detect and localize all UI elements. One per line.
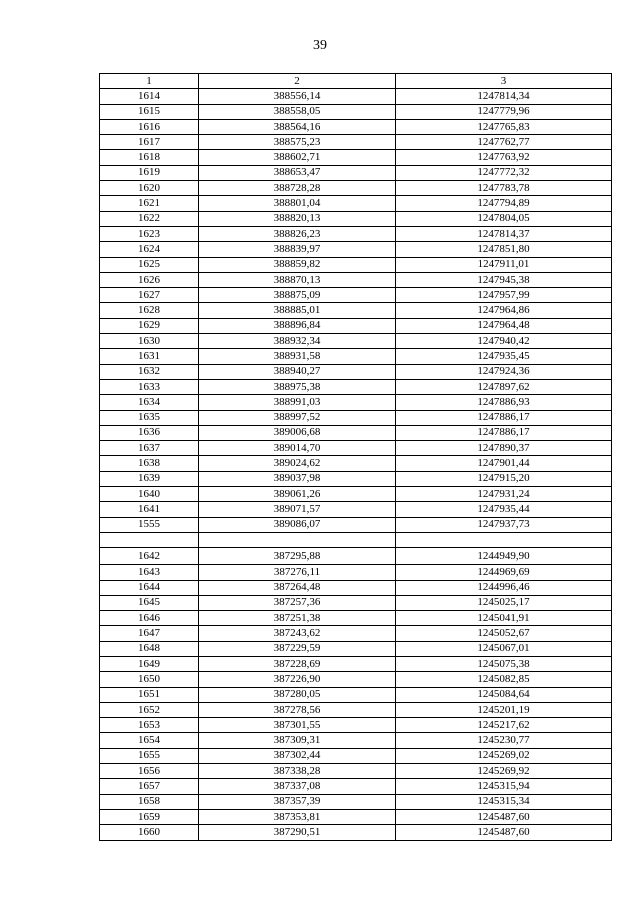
table-row (100, 272, 612, 287)
x-coordinate-cell: 388932,34 (199, 334, 396, 349)
y-coordinate-cell: 1247763,92 (396, 150, 612, 165)
x-coordinate-cell: 388801,04 (199, 196, 396, 211)
table-row (100, 410, 612, 425)
point-number-cell: 1643 (100, 565, 199, 580)
y-coordinate-cell: 1247945,38 (396, 272, 612, 287)
y-coordinate-cell: 1245269,92 (396, 764, 612, 779)
point-number-cell: 1614 (100, 89, 199, 104)
y-coordinate-cell: 1245067,01 (396, 641, 612, 656)
point-number-cell: 1625 (100, 257, 199, 272)
table-row (100, 611, 612, 626)
point-number-cell: 1647 (100, 626, 199, 641)
header-cell-2: 2 (199, 74, 396, 89)
table-row (100, 89, 612, 104)
y-coordinate-cell: 1245315,34 (396, 794, 612, 809)
table-row (100, 687, 612, 702)
x-coordinate-cell: 388575,23 (199, 135, 396, 150)
point-number-cell: 1619 (100, 165, 199, 180)
point-number-cell: 1638 (100, 456, 199, 471)
x-coordinate-cell: 387353,81 (199, 809, 396, 824)
table-row (100, 395, 612, 410)
y-coordinate-cell: 1245217,62 (396, 718, 612, 733)
point-number-cell: 1633 (100, 379, 199, 394)
point-number-cell: 1651 (100, 687, 199, 702)
y-coordinate-cell: 1247964,86 (396, 303, 612, 318)
table-row (100, 211, 612, 226)
table-row (100, 502, 612, 517)
point-number-cell: 1636 (100, 425, 199, 440)
x-coordinate-cell: 388564,16 (199, 119, 396, 134)
x-coordinate-cell: 387243,62 (199, 626, 396, 641)
x-coordinate-cell: 387278,56 (199, 702, 396, 717)
x-coordinate-cell: 387290,51 (199, 825, 396, 840)
y-coordinate-cell: 1245487,60 (396, 825, 612, 840)
y-coordinate-cell: 1247897,62 (396, 379, 612, 394)
x-coordinate-cell: 389061,26 (199, 487, 396, 502)
x-coordinate-cell: 387302,44 (199, 748, 396, 763)
point-number-cell: 1622 (100, 211, 199, 226)
y-coordinate-cell: 1247783,78 (396, 181, 612, 196)
point-number-cell: 1658 (100, 794, 199, 809)
y-coordinate-cell: 1247964,48 (396, 318, 612, 333)
point-number-cell: 1626 (100, 272, 199, 287)
y-coordinate-cell: 1244969,69 (396, 565, 612, 580)
x-coordinate-cell: 389071,57 (199, 502, 396, 517)
x-coordinate-cell: 389037,98 (199, 471, 396, 486)
x-coordinate-cell: 388558,05 (199, 104, 396, 119)
point-number-cell: 1628 (100, 303, 199, 318)
table-row (100, 471, 612, 486)
x-coordinate-cell: 387251,38 (199, 611, 396, 626)
table-row (100, 656, 612, 671)
y-coordinate-cell: 1245052,67 (396, 626, 612, 641)
y-coordinate-cell: 1247890,37 (396, 441, 612, 456)
header-row (100, 74, 612, 89)
point-number-cell: 1617 (100, 135, 199, 150)
x-coordinate-cell: 389006,68 (199, 425, 396, 440)
point-number-cell: 1653 (100, 718, 199, 733)
point-number-cell: 1657 (100, 779, 199, 794)
y-coordinate-cell: 1245075,38 (396, 656, 612, 671)
x-coordinate-cell: 387309,31 (199, 733, 396, 748)
table-row (100, 779, 612, 794)
empty-cell (199, 532, 396, 547)
y-coordinate-cell: 1247931,24 (396, 487, 612, 502)
table-row (100, 257, 612, 272)
table-row (100, 487, 612, 502)
table-row (100, 517, 612, 532)
y-coordinate-cell: 1245041,91 (396, 611, 612, 626)
y-coordinate-cell: 1247901,44 (396, 456, 612, 471)
x-coordinate-cell: 387229,59 (199, 641, 396, 656)
separator-row (100, 532, 612, 547)
y-coordinate-cell: 1247804,05 (396, 211, 612, 226)
y-coordinate-cell: 1247886,17 (396, 425, 612, 440)
x-coordinate-cell: 388885,01 (199, 303, 396, 318)
point-number-cell: 1659 (100, 809, 199, 824)
header-cell-3: 3 (396, 74, 612, 89)
table-row (100, 349, 612, 364)
table-row (100, 425, 612, 440)
y-coordinate-cell: 1247794,89 (396, 196, 612, 211)
x-coordinate-cell: 387276,11 (199, 565, 396, 580)
table-row (100, 242, 612, 257)
point-number-cell: 1644 (100, 580, 199, 595)
x-coordinate-cell: 388602,71 (199, 150, 396, 165)
table-row (100, 119, 612, 134)
y-coordinate-cell: 1244996,46 (396, 580, 612, 595)
y-coordinate-cell: 1247851,80 (396, 242, 612, 257)
table-row (100, 809, 612, 824)
point-number-cell: 1650 (100, 672, 199, 687)
y-coordinate-cell: 1245230,77 (396, 733, 612, 748)
x-coordinate-cell: 387228,69 (199, 656, 396, 671)
x-coordinate-cell: 388991,03 (199, 395, 396, 410)
table-row (100, 565, 612, 580)
table-row (100, 318, 612, 333)
x-coordinate-cell: 387338,28 (199, 764, 396, 779)
y-coordinate-cell: 1247765,83 (396, 119, 612, 134)
y-coordinate-cell: 1245315,94 (396, 779, 612, 794)
table-row (100, 303, 612, 318)
empty-cell (396, 532, 612, 547)
point-number-cell: 1632 (100, 364, 199, 379)
table-row (100, 641, 612, 656)
x-coordinate-cell: 387280,05 (199, 687, 396, 702)
y-coordinate-cell: 1245084,64 (396, 687, 612, 702)
y-coordinate-cell: 1247762,77 (396, 135, 612, 150)
table-row (100, 764, 612, 779)
table-row (100, 595, 612, 610)
table-row (100, 702, 612, 717)
x-coordinate-cell: 388997,52 (199, 410, 396, 425)
table-row (100, 718, 612, 733)
point-number-cell: 1648 (100, 641, 199, 656)
x-coordinate-cell: 388931,58 (199, 349, 396, 364)
point-number-cell: 1649 (100, 656, 199, 671)
y-coordinate-cell: 1247814,34 (396, 89, 612, 104)
table-row (100, 334, 612, 349)
point-number-cell: 1635 (100, 410, 199, 425)
x-coordinate-cell: 388975,38 (199, 379, 396, 394)
y-coordinate-cell: 1245082,85 (396, 672, 612, 687)
point-number-cell: 1652 (100, 702, 199, 717)
point-number-cell: 1645 (100, 595, 199, 610)
point-number-cell: 1555 (100, 517, 199, 532)
table-row (100, 364, 612, 379)
point-number-cell: 1623 (100, 226, 199, 241)
point-number-cell: 1656 (100, 764, 199, 779)
point-number-cell: 1618 (100, 150, 199, 165)
x-coordinate-cell: 387264,48 (199, 580, 396, 595)
point-number-cell: 1641 (100, 502, 199, 517)
x-coordinate-cell: 389086,07 (199, 517, 396, 532)
point-number-cell: 1634 (100, 395, 199, 410)
x-coordinate-cell: 387226,90 (199, 672, 396, 687)
table-row (100, 441, 612, 456)
table-row (100, 748, 612, 763)
x-coordinate-cell: 388826,23 (199, 226, 396, 241)
table-row (100, 548, 612, 565)
table-body (100, 74, 612, 841)
point-number-cell: 1624 (100, 242, 199, 257)
point-number-cell: 1621 (100, 196, 199, 211)
point-number-cell: 1640 (100, 487, 199, 502)
y-coordinate-cell: 1247911,01 (396, 257, 612, 272)
x-coordinate-cell: 388940,27 (199, 364, 396, 379)
x-coordinate-cell: 387295,88 (199, 548, 396, 565)
table-row (100, 794, 612, 809)
x-coordinate-cell: 389024,62 (199, 456, 396, 471)
point-number-cell: 1639 (100, 471, 199, 486)
x-coordinate-cell: 388859,82 (199, 257, 396, 272)
point-number-cell: 1660 (100, 825, 199, 840)
y-coordinate-cell: 1245025,17 (396, 595, 612, 610)
x-coordinate-cell: 388870,13 (199, 272, 396, 287)
coordinates-table (99, 73, 612, 841)
point-number-cell: 1646 (100, 611, 199, 626)
x-coordinate-cell: 388875,09 (199, 288, 396, 303)
point-number-cell: 1637 (100, 441, 199, 456)
table-row (100, 379, 612, 394)
table-row (100, 150, 612, 165)
point-number-cell: 1615 (100, 104, 199, 119)
x-coordinate-cell: 388728,28 (199, 181, 396, 196)
header-cell-1: 1 (100, 74, 199, 89)
table-row (100, 196, 612, 211)
y-coordinate-cell: 1247886,17 (396, 410, 612, 425)
table-row (100, 165, 612, 180)
x-coordinate-cell: 387337,08 (199, 779, 396, 794)
point-number-cell: 1620 (100, 181, 199, 196)
x-coordinate-cell: 387357,39 (199, 794, 396, 809)
point-number-cell: 1616 (100, 119, 199, 134)
y-coordinate-cell: 1245487,60 (396, 809, 612, 824)
y-coordinate-cell: 1247886,93 (396, 395, 612, 410)
y-coordinate-cell: 1245269,02 (396, 748, 612, 763)
table-row (100, 226, 612, 241)
table-row (100, 135, 612, 150)
x-coordinate-cell: 389014,70 (199, 441, 396, 456)
table-row (100, 626, 612, 641)
y-coordinate-cell: 1247915,20 (396, 471, 612, 486)
y-coordinate-cell: 1247924,36 (396, 364, 612, 379)
y-coordinate-cell: 1247935,45 (396, 349, 612, 364)
y-coordinate-cell: 1247779,96 (396, 104, 612, 119)
point-number-cell: 1642 (100, 548, 199, 565)
point-number-cell: 1627 (100, 288, 199, 303)
table-row (100, 580, 612, 595)
y-coordinate-cell: 1247940,42 (396, 334, 612, 349)
y-coordinate-cell: 1247957,99 (396, 288, 612, 303)
point-number-cell: 1630 (100, 334, 199, 349)
point-number-cell: 1654 (100, 733, 199, 748)
table-row (100, 181, 612, 196)
table-row (100, 825, 612, 840)
x-coordinate-cell: 387257,36 (199, 595, 396, 610)
point-number-cell: 1629 (100, 318, 199, 333)
empty-cell (100, 532, 199, 547)
table-row (100, 733, 612, 748)
x-coordinate-cell: 387301,55 (199, 718, 396, 733)
x-coordinate-cell: 388556,14 (199, 89, 396, 104)
point-number-cell: 1655 (100, 748, 199, 763)
y-coordinate-cell: 1247937,73 (396, 517, 612, 532)
table-row (100, 672, 612, 687)
table-row (100, 104, 612, 119)
x-coordinate-cell: 388896,84 (199, 318, 396, 333)
y-coordinate-cell: 1247935,44 (396, 502, 612, 517)
point-number-cell: 1631 (100, 349, 199, 364)
y-coordinate-cell: 1247814,37 (396, 226, 612, 241)
y-coordinate-cell: 1247772,32 (396, 165, 612, 180)
y-coordinate-cell: 1244949,90 (396, 548, 612, 565)
x-coordinate-cell: 388820,13 (199, 211, 396, 226)
y-coordinate-cell: 1245201,19 (396, 702, 612, 717)
page-number: 39 (313, 38, 327, 53)
x-coordinate-cell: 388653,47 (199, 165, 396, 180)
table-row (100, 288, 612, 303)
x-coordinate-cell: 388839,97 (199, 242, 396, 257)
table-row (100, 456, 612, 471)
